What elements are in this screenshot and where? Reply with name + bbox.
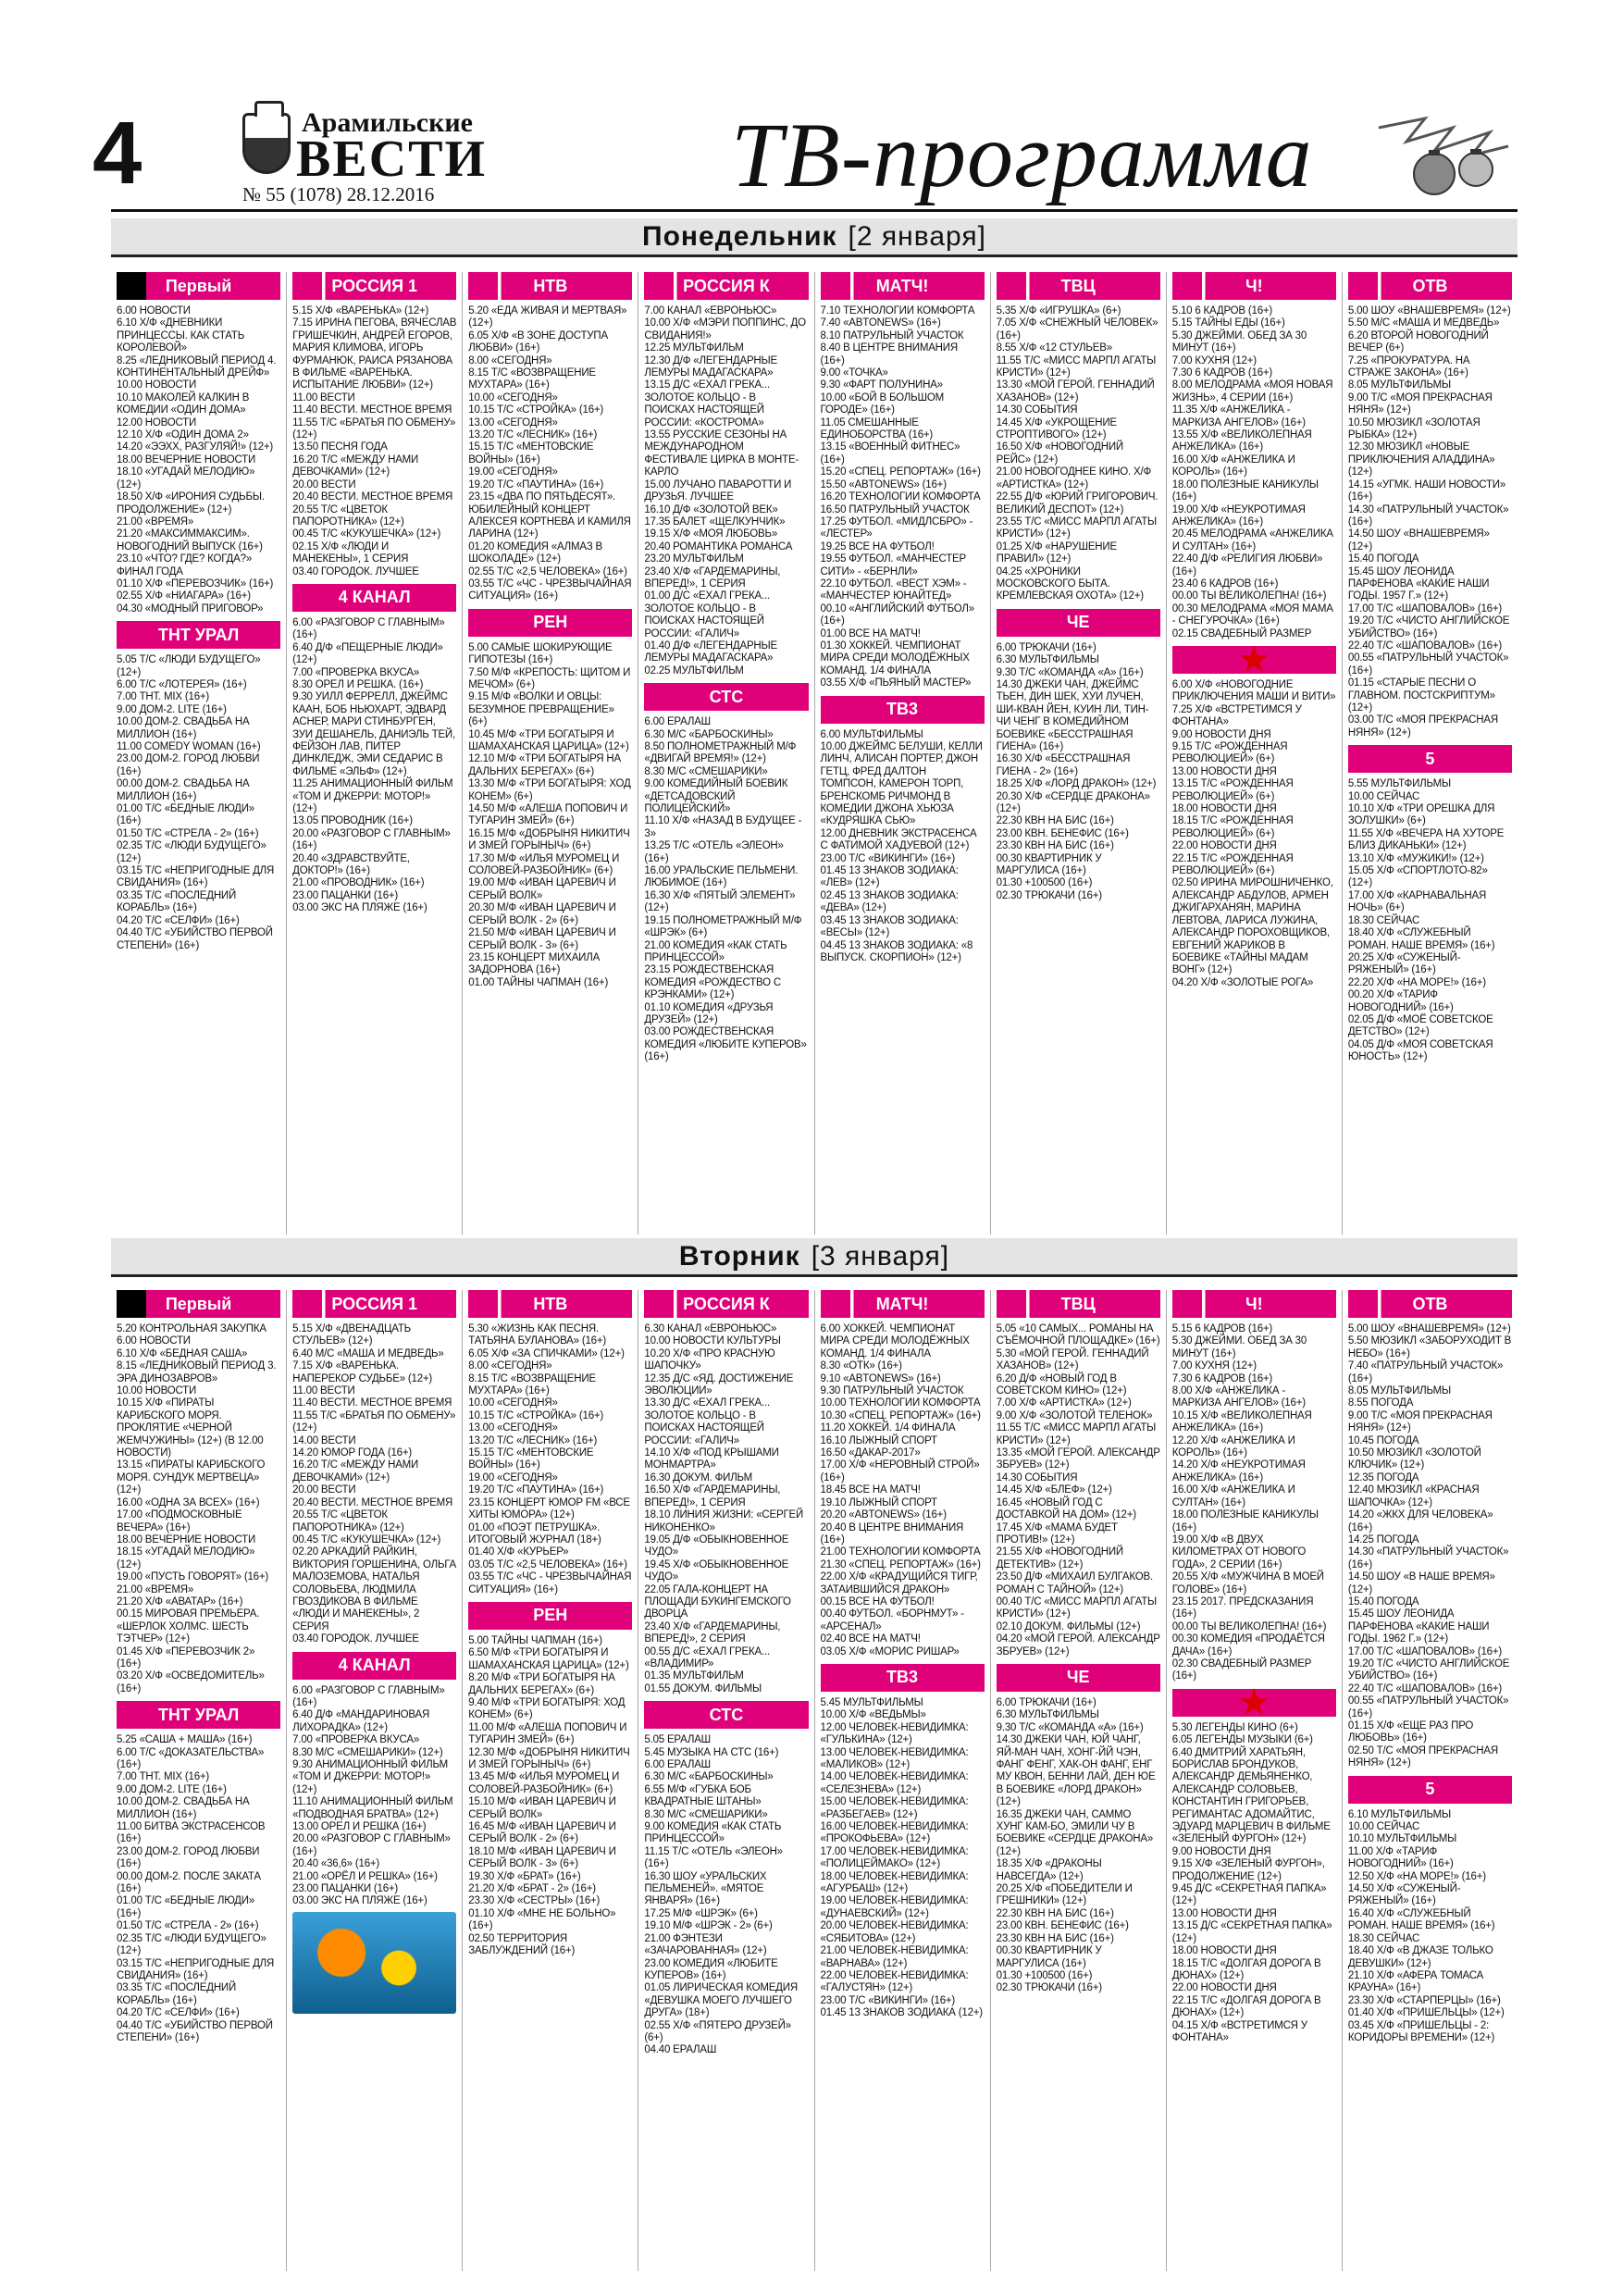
star-icon: ★: [1237, 639, 1271, 680]
program-list: 5.15 Х/Ф «ВАРЕНЬКА» (12+) 7.15 ИРИНА ПЕГОВА, ВЯЧЕСЛАВ ГРИШЕЧКИН, АНДРЕЙ ЕГОРОВ, МАРИЯ КЛИМОВА, ИГОРЬ ФУРМАНЮК, РАИСА РЯЗАНОВА В ФИЛЬМЕ «ВАРЕНЬКА. ИСПЫТАНИЕ ЛЮБВИ» (12+) 11.00 ВЕСТИ 11.40 ВЕСТИ. МЕСТНОЕ ВРЕМЯ 11.55 Т/С «БРАТЬЯ ПО ОБМЕНУ» (12+) 13.50 ПЕСНЯ ГОДА 16.20 Т/С «МЕЖДУ НАМИ ДЕВОЧКАМИ» (12+) 20.00 ВЕСТИ 20.40 ВЕСТИ. МЕСТНОЕ ВРЕМЯ 20.55 Т/С «ЦВЕТОК ПАПОРОТНИКА» (12+) 00.45 Т/С «КУКУШЕЧКА» (12+) 02.15 Х/Ф «ЛЮДИ И МАНЕКЕНЫ», 1 СЕРИЯ 03.40 ГОРОДОК. ЛУЧШЕЕ: [292, 305, 457, 577]
channel-header-tnt: ТНТ УРАЛ: [117, 1701, 280, 1729]
channel-header-perviy: Первый: [117, 272, 280, 300]
schedule-column: [1167, 272, 1343, 1235]
channel-header-che: ЧЕ: [997, 609, 1160, 637]
day-date: [3 января]: [811, 1240, 950, 1272]
program-list: 5.05 ЕРАЛАШ 5.45 МУЗЫКА НА СТС (16+) 6.00 ЕРАЛАШ 6.30 М/С «БАРБОСКИНЫ» 6.55 М/Ф «ГУБКА БОБ КВАДРАТНЫЕ ШТАНЫ» 8.30 М/С «СМЕШАРИКИ» 9.00 КОМЕДИЯ «КАК СТАТЬ ПРИНЦЕССОЙ» 11.15 Т/С «ОТЕЛЬ «ЭЛЕОН» (16+) 16.30 ШОУ «УРАЛЬСКИХ ПЕЛЬМЕНЕЙ». «МЯТОЕ ЯНВАРЯ» (16+) 17.25 М/Ф «ШРЭК» (6+) 19.10 М/Ф «ШРЭК - 2» (6+) 21.00 ФЭНТЕЗИ «ЗАЧАРОВАННАЯ» (12+) 23.00 КОМЕДИЯ «ЛЮБИТЕ КУПЕРОВ» (16+) 01.05 ЛИРИЧЕСКАЯ КОМЕДИЯ «ДЕВУШКА МОЕГО ЛУЧШЕГО ДРУГА» (18+) 02.55 Х/Ф «ПЯТЕРО ДРУЗЕЙ» (6+) 04.40 ЕРАЛАШ: [644, 1734, 798, 2056]
schedule-column: [638, 272, 814, 1235]
program-list: 6.00 ТРЮКАЧИ (16+) 6.30 МУЛЬТФИЛЬМЫ 9.30 Т/С «КОМАНДА «А» (16+) 14.30 ДЖЕКИ ЧАН, ДЖЕЙМС ТЬЕН, ДИН ШЕК, ХУИ ЛУЧЕН, ШИ-КВАН ЙЕН, КУИН ЛИ, ТИН-ЧИ ЧЕНГ В КОМЕДИЙНОМ БОЕВИКЕ «БЕССТРАШНАЯ ГИЕНА» (16+) 16.30 Х/Ф «БЕССТРАШНАЯ ГИЕНА - 2» (16+) 18.25 Х/Ф «ЛОРД ДРАКОН» (12+) 20.30 Х/Ф «СЕРДЦЕ ДРАКОНА» (12+) 22.30 КВН НА БИС (16+) 23.00 КВН. БЕНЕФИС (16+) 23.30 КВН НА БИС (16+) 00.30 КВАРТИРНИК У МАРГУЛИСА (16+) 01.30 +100500 (16+) 02.30 ТРЮКАЧИ (16+): [996, 641, 1157, 901]
channel-header-ntv: НТВ: [468, 1290, 632, 1318]
day-date: [2 января]: [848, 220, 986, 252]
channel-header-otv: ОТВ: [1348, 1290, 1512, 1318]
channel-header-otv: ОТВ: [1348, 272, 1512, 300]
schedule-column: [638, 1290, 814, 2271]
channel-header-4kanal: 4 КАНАЛ: [292, 584, 456, 612]
program-list: 5.20 «ЕДА ЖИВАЯ И МЕРТВАЯ» (12+) 6.05 Х/Ф «В ЗОНЕ ДОСТУПА ЛЮБВИ» (16+) 8.00 «СЕГОДНЯ» 8.15 Т/С «ВОЗВРАЩЕНИЕ МУХТАРА» (16+) 10.00 «СЕГОДНЯ» 10.15 Т/С «СТРОЙКА» (16+) 13.00 «СЕГОДНЯ» 13.20 Т/С «ЛЕСНИК» (16+) 15.15 Т/С «МЕНТОВСКИЕ ВОЙНЫ» (16+) 19.00 «СЕГОДНЯ» 19.20 Т/С «ПАУТИНА» (16+) 23.15 «ДВА ПО ПЯТЬДЕСЯТ». ЮБИЛЕЙНЫЙ КОНЦЕРТ АЛЕКСЕЯ КОРТНЕВА И КАМИЛЯ ЛАРИНА (12+) 01.20 КОМЕДИЯ «АЛМАЗ В ШОКОЛАДЕ» (12+) 02.55 Т/С «2,5 ЧЕЛОВЕКА» (16+) 03.55 Т/С «ЧС - ЧРЕЗВЫЧАЙНАЯ СИТУАЦИЯ» (16+): [468, 305, 632, 602]
newspaper-logo: [242, 104, 488, 188]
channel-header-rossiyak: РОССИЯ К: [644, 1290, 808, 1318]
program-list: 5.20 КОНТРОЛЬНАЯ ЗАКУПКА 6.00 НОВОСТИ 6.10 Х/Ф «БЕДНАЯ САША» 8.15 «ЛЕДНИКОВЫЙ ПЕРИОД 3. ЭРА ДИНОЗАВРОВ» 10.00 НОВОСТИ 10.15 Х/Ф «ПИРАТЫ КАРИБСКОГО МОРЯ. ПРОКЛЯТИЕ «ЧЕРНОЙ ЖЕМЧУЖИНЫ» (12+) (В 12.00 НОВОСТИ) 13.15 «ПИРАТЫ КАРИБСКОГО МОРЯ. СУНДУК МЕРТВЕЦА» (12+) 16.00 «ОДНА ЗА ВСЕХ» (16+) 17.00 «ПОДМОСКОВНЫЕ ВЕЧЕРА» (16+) 18.00 ВЕЧЕРНИЕ НОВОСТИ 18.15 «УГАДАЙ МЕЛОДИЮ» (12+) 19.00 «ПУСТЬ ГОВОРЯТ» (16+) 21.00 «ВРЕМЯ» 21.20 Х/Ф «АВАТАР» (16+) 00.15 МИРОВАЯ ПРЕМЬЕРА. «ШЕРЛОК ХОЛМС. ШЕСТЬ ТЭТЧЕР» (12+) 01.45 Х/Ф «ПЕРЕВОЗЧИК 2» (16+) 03.20 Х/Ф «ОСВЕДОМИТЕЛЬ» (16+): [117, 1323, 277, 1694]
program-list: 5.00 ТАЙНЫ ЧАПМАН (16+) 6.50 М/Ф «ТРИ БОГАТЫРЯ И ШАМАХАНСКАЯ ЦАРИЦА» (12+) 8.20 М/Ф «ТРИ БОГАТЫРЯ НА ДАЛЬНИХ БЕРЕГАХ» (6+) 9.40 М/Ф «ТРИ БОГАТЫРЯ: ХОД КОНЕМ» (6+) 11.00 М/Ф «АЛЕША ПОПОВИЧ И ТУГАРИН ЗМЕЙ» (6+) 12.30 М/Ф «ДОБРЫНЯ НИКИТИЧ И ЗМЕЙ ГОРЫНЫЧ» (6+) 13.45 М/Ф «ИЛЬЯ МУРОМЕЦ И СОЛОВЕЙ-РАЗБОЙНИК» (6+) 15.10 М/Ф «ИВАН ЦАРЕВИЧ И СЕРЫЙ ВОЛК» 16.45 М/Ф «ИВАН ЦАРЕВИЧ И СЕРЫЙ ВОЛК - 2» (6+) 18.10 М/Ф «ИВАН ЦАРЕВИЧ И СЕРЫЙ ВОЛК - 3» (6+) 19.30 Х/Ф «БРАТ» (16+) 21.20 Х/Ф «БРАТ - 2» (16+) 23.30 Х/Ф «СЕСТРЫ» (16+) 01.10 Х/Ф «МНЕ НЕ БОЛЬНО» (16+) 02.50 ТЕРРИТОРИЯ ЗАБЛУЖДЕНИЙ (16+): [468, 1634, 630, 1957]
day-bar-tuesday: [111, 1238, 1518, 1277]
star-icon: ★: [1237, 1682, 1271, 1723]
channel-header-match: МАТЧ!: [821, 272, 985, 300]
channel-header-tv3: ТВ3: [821, 1664, 985, 1692]
page-number: 4: [93, 104, 142, 203]
program-list: 5.45 МУЛЬТФИЛЬМЫ 10.00 Х/Ф «ВЕДЬМЫ» 12.00 ЧЕЛОВЕК-НЕВИДИМКА: «ГУЛЬКИНА» (12+) 13.00 ЧЕЛОВЕК-НЕВИДИМКА: «МАЛИКОВ» (12+) 14.00 ЧЕЛОВЕК-НЕВИДИМКА: «СЕЛЕЗНЕВА» (12+) 15.00 ЧЕЛОВЕК-НЕВИДИМКА: «РАЗБЕГАЕВ» (12+) 16.00 ЧЕЛОВЕК-НЕВИДИМКА: «ПРОКОФЬЕВА» (12+) 17.00 ЧЕЛОВЕК-НЕВИДИМКА: «ПОЛИЦЕЙМАКО» (12+) 18.00 ЧЕЛОВЕК-НЕВИДИМКА: «АГУРБАШ» (12+) 19.00 ЧЕЛОВЕК-НЕВИДИМКА: «ДУНАЕВСКИЙ» (12+) 20.00 ЧЕЛОВЕК-НЕВИДИМКА: «СЯБИТОВА» (12+) 21.00 ЧЕЛОВЕК-НЕВИДИМКА: «ВАРНАВА» (12+) 22.00 ЧЕЛОВЕК-НЕВИДИМКА: «ГАЛУСТЯН» (12+) 23.00 Т/С «ВИКИНГИ» (16+) 01.45 13 ЗНАКОВ ЗОДИАКА (12+): [820, 1696, 983, 2019]
schedule-column: [287, 272, 463, 1235]
channel-header-sts: СТС: [644, 1701, 808, 1729]
channel-header-tvc: ТВЦ: [997, 1290, 1160, 1318]
channel-header-zvezda: [1172, 1682, 1336, 1723]
program-list: 6.00 «РАЗГОВОР С ГЛАВНЫМ» (16+) 6.40 Д/Ф «МАНДАРИНОВАЯ ЛИХОРАДКА» (12+) 7.00 «ПРОВЕРКА ВКУСА» 8.30 М/С «СМЕШАРИКИ» (12+) 9.30 АНИМАЦИОННЫЙ ФИЛЬМ «ТОМ И ДЖЕРРИ: МОТОР!» (12+) 11.10 АНИМАЦИОННЫЙ ФИЛЬМ «ПОДВОДНАЯ БРАТВА» (12+) 13.00 ОРЕЛ И РЕШКА (16+) 20.00 «РАЗГОВОР С ГЛАВНЫМ» (16+) 20.40 «36,6» (16+) 21.00 «ОРЁЛ И РЕШКА» (16+) 23.00 ПАЦАНКИ (16+) 03.00 ЭКС НА ПЛЯЖЕ (16+): [292, 1684, 453, 1907]
program-list: 6.00 ХОККЕЙ. ЧЕМПИОНАТ МИРА СРЕДИ МОЛОДЁЖНЫХ КОМАНД. 1/4 ФИНАЛА 8.30 «ОТК» (16+) 9.10 «ABTONEWS» (16+) 9.30 ПАТРУЛЬНЫЙ УЧАСТОК 10.00 ТЕХНОЛОГИИ КОМФОРТА 10.30 «СПЕЦ. РЕПОРТАЖ» (16+) 11.20 ХОККЕЙ. 1/4 ФИНАЛА 16.10 ЛЫЖНЫЙ СПОРТ 16.50 «ДАКАР-2017» 17.00 Х/Ф «НЕРОВНЫЙ СТРОЙ» (16+) 18.45 ВСЕ НА МАТЧ! 19.10 ЛЫЖНЫЙ СПОРТ 20.20 «ABTONEWS» (16+) 20.40 В ЦЕНТРЕ ВНИМАНИЯ (16+) 21.00 ТЕХНОЛОГИИ КОМФОРТА 21.30 «СПЕЦ. РЕПОРТАЖ» (16+) 22.00 Х/Ф «КРАДУЩИЙСЯ ТИГР, ЗАТАИВШИЙСЯ ДРАКОН» 00.15 ВСЕ НА ФУТБОЛ! 00.40 ФУТБОЛ. «БОРНМУТ» - «АРСЕНАЛ» 02.40 ВСЕ НА МАТЧ! 03.05 Х/Ф «МОРИС РИШАР»: [820, 1323, 981, 1657]
program-list: 5.15 Х/Ф «ДВЕНАДЦАТЬ СТУЛЬЕВ» (12+) 6.40 М/С «МАША И МЕДВЕДЬ» 7.15 Х/Ф «ВАРЕНЬКА. НАПЕРЕКОР СУДЬБЕ» (12+) 11.00 ВЕСТИ 11.40 ВЕСТИ. МЕСТНОЕ ВРЕМЯ 11.55 Т/С «БРАТЬЯ ПО ОБМЕНУ» (12+) 14.00 ВЕСТИ 14.20 ЮМОР ГОДА (16+) 16.20 Т/С «МЕЖДУ НАМИ ДЕВОЧКАМИ» (12+) 20.00 ВЕСТИ 20.40 ВЕСТИ. МЕСТНОЕ ВРЕМЯ 20.55 Т/С «ЦВЕТОК ПАПОРОТНИКА» (12+) 00.45 Т/С «КУКУШЕЧКА» (12+) 02.20 АРКАДИЙ РАЙКИН, ВИКТОРИЯ ГОРШЕНИНА, ОЛЬГА МАЛОЗЕМОВА, НАТАЛЬЯ СОЛОВЬЕВА, ЛЮДМИЛА ГВОЗДИКОВА В ФИЛЬМЕ «ЛЮДИ И МАНЕКЕНЫ», 2 СЕРИЯ 03.40 ГОРОДОК. ЛУЧШЕЕ: [292, 1323, 457, 1645]
program-list: 5.10 6 КАДРОВ (16+) 5.15 ТАЙНЫ ЕДЫ (16+) 5.30 ДЖЕЙМИ. ОБЕД ЗА 30 МИНУТ (16+) 7.00 КУХНЯ (12+) 7.30 6 КАДРОВ (16+) 8.00 МЕЛОДРАМА «МОЯ НОВАЯ ЖИЗНЬ», 4 СЕРИИ (16+) 11.35 Х/Ф «АНЖЕЛИКА - МАРКИЗА АНГЕЛОВ» (16+) 13.55 Х/Ф «ВЕЛИКОЛЕПНАЯ АНЖЕЛИКА» (16+) 16.00 Х/Ф «АНЖЕЛИКА И КОРОЛЬ» (16+) 18.00 ПОЛЕЗНЫЕ КАНИКУЛЫ (16+) 19.00 Х/Ф «НЕУКРОТИМАЯ АНЖЕЛИКА» (16+) 20.45 МЕЛОДРАМА «АНЖЕЛИКА И СУЛТАН» (16+) 22.40 Д/Ф «РЕЛИГИЯ ЛЮБВИ» (16+) 23.40 6 КАДРОВ (16+) 00.00 ТЫ ВЕЛИКОЛЕПНА! (16+) 00.30 МЕЛОДРАМА «МОЯ МАМА - СНЕГУРОЧКА» (16+) 02.15 СВАДЕБНЫЙ РАЗМЕР: [1171, 305, 1333, 639]
schedule-column: [1343, 272, 1518, 1235]
program-list: 6.00 Х/Ф «НОВОГОДНИЕ ПРИКЛЮЧЕНИЯ МАШИ И ВИТИ» 7.25 Х/Ф «ВСТРЕТИМСЯ У ФОНТАНА» 9.00 НОВОСТИ ДНЯ 9.15 Т/С «РОЖДЕННАЯ РЕВОЛЮЦИЕЙ» (6+) 13.00 НОВОСТИ ДНЯ 13.15 Т/С «РОЖДЕННАЯ РЕВОЛЮЦИЕЙ» (6+) 18.00 НОВОСТИ ДНЯ 18.15 Т/С «РОЖДЕННАЯ РЕВОЛЮЦИЕЙ» (6+) 22.00 НОВОСТИ ДНЯ 22.15 Т/С «РОЖДЕННАЯ РЕВОЛЮЦИЕЙ» (6+) 02.50 ИРИНА МИРОШНИЧЕНКО, АЛЕКСАНДР АБДУЛОВ, АРМЕН ДЖИГАРХАНЯН, МАРИНА ЛЕВТОВА, ЛАРИСА ЛУЖИНА, АЛЕКСАНДР ПОРОХОВЩИКОВ, ЕВГЕНИЙ ЖАРИКОВ В БОЕВИКЕ «ТАЙНЫ МАДАМ ВОНГ» (12+) 04.20 Х/Ф «ЗОЛОТЫЕ РОГА»: [1171, 678, 1336, 988]
program-list: 5.05 «10 САМЫХ... РОМАНЫ НА СЪЁМОЧНОЙ ПЛОЩАДКЕ» (16+) 5.30 «МОЙ ГЕРОЙ. ГЕННАДИЙ ХАЗАНОВ» (12+) 6.20 Д/Ф «НОВЫЙ ГОД В СОВЕТСКОМ КИНО» (12+) 7.00 Х/Ф «АРТИСТКА» (12+) 9.00 Х/Ф «ЗОЛОТОЙ ТЕЛЕНОК» 11.55 Т/С «МИСС МАРПЛ АГАТЫ КРИСТИ» (12+) 13.35 «МОЙ ГЕРОЙ. АЛЕКСАНДР ЗБРУЕВ» (12+) 14.30 СОБЫТИЯ 14.45 Х/Ф «БЛЕФ» (12+) 16.45 «НОВЫЙ ГОД С ДОСТАВКОЙ НА ДОМ» (12+) 17.45 Х/Ф «МАМА БУДЕТ ПРОТИВ!» (12+) 21.55 Х/Ф «НОВОГОДНИЙ ДЕТЕКТИВ» (12+) 23.50 Д/Ф «МИХАИЛ БУЛГАКОВ. РОМАН С ТАЙНОЙ» (12+) 00.40 Т/С «МИСС МАРПЛ АГАТЫ КРИСТИ» (12+) 02.10 ДОКУМ. ФИЛЬМЫ (12+) 04.20 «МОЙ ГЕРОЙ. АЛЕКСАНДР ЗБРУЕВ» (12+): [996, 1323, 1160, 1657]
program-list: 6.00 «РАЗГОВОР С ГЛАВНЫМ» (16+) 6.40 Д/Ф «ПЕЩЕРНЫЕ ЛЮДИ» (12+) 7.00 «ПРОВЕРКА ВКУСА» 8.30 ОРЕЛ И РЕШКА. (16+) 9.30 УИЛЛ ФЕРРЕЛЛ, ДЖЕЙМС КААН, БОБ НЬЮХАРТ, ЭДВАРД АСНЕР, МАРИ СТИНБУРГЕН, ЗУИ ДЕШАНЕЛЬ, ДАНИЭЛЬ ТЕЙ, ФЕЙЗОН ЛАВ, ПИТЕР ДИНКЛЕДЖ, ЭМИ СЕДАРИС В ФИЛЬМЕ «ЭЛЬФ» (12+) 11.25 АНИМАЦИОННЫЙ ФИЛЬМ «ТОМ И ДЖЕРРИ: МОТОР!» (12+) 13.05 ПРОВОДНИК (16+) 20.00 «РАЗГОВОР С ГЛАВНЫМ» (16+) 20.40 «ЗДРАВСТВУЙТЕ, ДОКТОР!» (16+) 21.00 «ПРОВОДНИК» (16+) 23.00 ПАЦАНКИ (16+) 03.00 ЭКС НА ПЛЯЖЕ (16+): [292, 616, 455, 914]
schedule-column: [815, 1290, 991, 2271]
day-title: Понедельник: [642, 220, 837, 252]
channel-header-ch: Ч!: [1172, 272, 1336, 300]
header-rule: [111, 209, 1518, 212]
program-list: 5.30 ЛЕГЕНДЫ КИНО (6+) 6.05 ЛЕГЕНДЫ МУЗЫКИ (6+) 6.40 ДМИТРИЙ ХАРАТЬЯН, БОРИСЛАВ БРОНДУКОВ, АЛЕКСАНДР ДЕМЬЯНЕНКО, АЛЕКСАНДР СОЛОВЬЕВ, КОНСТАНТИН ГРИГОРЬЕВ, РЕГИМАНТАС АДОМАЙТИС, ЭДУАРД МАРЦЕВИЧ В ФИЛЬМЕ «ЗЕЛЕНЫЙ ФУРГОН» (12+) 9.00 НОВОСТИ ДНЯ 9.15 Х/Ф «ЗЕЛЕНЫЙ ФУРГОН», ПРОДОЛЖЕНИЕ (12+) 9.45 Д/С «СЕКРЕТНАЯ ПАПКА» (12+) 13.00 НОВОСТИ ДНЯ 13.15 Д/С «СЕКРЕТНАЯ ПАПКА» (12+) 18.00 НОВОСТИ ДНЯ 18.15 Т/С «ДОЛГАЯ ДОРОГА В ДЮНАХ» (12+) 22.00 НОВОСТИ ДНЯ 22.15 Т/С «ДОЛГАЯ ДОРОГА В ДЮНАХ» (12+) 04.15 Х/Ф «ВСТРЕТИМСЯ У ФОНТАНА»: [1171, 1721, 1332, 2043]
channel-header-rossiya1: РОССИЯ 1: [292, 1290, 456, 1318]
channel-header-ren: РЕН: [468, 1602, 632, 1630]
tuesday-grid: [111, 1290, 1518, 2271]
channel-header-4kanal: 4 КАНАЛ: [292, 1652, 456, 1680]
channel-header-perviy: Первый: [117, 1290, 280, 1318]
schedule-column: [111, 1290, 287, 2271]
page-title: ТВ-программа: [731, 104, 1313, 206]
logo-main-text: ВЕСТИ: [296, 130, 488, 188]
program-list: 6.00 ЕРАЛАШ 6.30 М/С «БАРБОСКИНЫ» 8.50 ПОЛНОМЕТРАЖНЫЙ М/Ф «ДВИГАЙ ВРЕМЯ!» (12+) 8.30 М/С «СМЕШАРИКИ» 9.00 КОМЕДИЙНЫЙ БОЕВИК «ДЕТСАДОВСКИЙ ПОЛИЦЕЙСКИЙ» 11.10 Х/Ф «НАЗАД В БУДУЩЕЕ - 3» 13.25 Т/С «ОТЕЛЬ «ЭЛЕОН» (16+) 16.00 УРАЛЬСКИЕ ПЕЛЬМЕНИ. ЛЮБИМОЕ (16+) 16.30 Х/Ф «ПЯТЫЙ ЭЛЕМЕНТ» (12+) 19.15 ПОЛНОМЕТРАЖНЫЙ М/Ф «ШРЭК» (6+) 21.00 КОМЕДИЯ «КАК СТАТЬ ПРИНЦЕССОЙ» 23.15 РОЖДЕСТВЕНСКАЯ КОМЕДИЯ «РОЖДЕСТВО С КРЭНКАМИ» (12+) 01.10 КОМЕДИЯ «ДРУЗЬЯ ДРУЗЕЙ» (12+) 03.00 РОЖДЕСТВЕНСКАЯ КОМЕДИЯ «ЛЮБИТЕ КУПЕРОВ» (16+): [644, 716, 807, 1063]
schedule-column: [1343, 1290, 1518, 2271]
channel-header-sts: СТС: [644, 683, 808, 711]
program-list: 5.15 6 КАДРОВ (16+) 5.30 ДЖЕЙМИ. ОБЕД ЗА 30 МИНУТ (16+) 7.00 КУХНЯ (12+) 7.30 6 КАДРОВ (16+) 8.00 Х/Ф «АНЖЕЛИКА - МАРКИЗА АНГЕЛОВ» (16+) 10.15 Х/Ф «ВЕЛИКОЛЕПНАЯ АНЖЕЛИКА» (16+) 12.20 Х/Ф «АНЖЕЛИКА И КОРОЛЬ» (16+) 14.20 Х/Ф «НЕУКРОТИМАЯ АНЖЕЛИКА» (16+) 16.00 Х/Ф «АНЖЕЛИКА И СУЛТАН» (16+) 18.00 ПОЛЕЗНЫЕ КАНИКУЛЫ (16+) 19.00 Х/Ф «В ДВУХ КИЛОМЕТРАХ ОТ НОВОГО ГОДА», 2 СЕРИИ (16+) 20.55 Х/Ф «МУЖЧИНА В МОЕЙ ГОЛОВЕ» (16+) 23.15 2017. ПРЕДСКАЗАНИЯ (16+) 00.00 ТЫ ВЕЛИКОЛЕПНА! (16+) 00.30 КОМЕДИЯ «ПРОДАЁТСЯ ДАЧА» (16+) 02.30 СВАДЕБНЫЙ РАЗМЕР (16+): [1171, 1323, 1327, 1682]
channel-header-che: ЧЕ: [997, 1664, 1160, 1692]
program-list: 5.25 «САША + МАША» (16+) 6.00 Т/С «ДОКАЗАТЕЛЬСТВА» (16+) 7.00 ТНТ. MIX (16+) 9.00 ДОМ-2. LITE (16+) 10.00 ДОМ-2. СВАДЬБА НА МИЛЛИОН (16+) 11.00 БИТВА ЭКСТРАСЕНСОВ (16+) 23.00 ДОМ-2. ГОРОД ЛЮБВИ (16+) 00.00 ДОМ-2. ПОСЛЕ ЗАКАТА (16+) 01.00 Т/С «БЕДНЫЕ ЛЮДИ» (16+) 01.50 Т/С «СТРЕЛА - 2» (16+) 02.35 Т/С «ЛЮДИ БУДУЩЕГО» (12+) 03.15 Т/С «НЕПРИГОДНЫЕ ДЛЯ СВИДАНИЯ» (16+) 03.35 Т/С «ПОСЛЕДНИЙ КОРАБЛЬ» (16+) 04.20 Т/С «СЕЛФИ» (16+) 04.40 Т/С «УБИЙСТВО ПЕРВОЙ СТЕПЕНИ» (16+): [117, 1734, 275, 2043]
cartoon-image: [292, 1912, 456, 2014]
channel-header-tv3: ТВ3: [821, 696, 985, 724]
crest-icon: [242, 113, 291, 174]
program-list: 5.55 МУЛЬТФИЛЬМЫ 10.00 СЕЙЧАС 10.10 Х/Ф «ТРИ ОРЕШКА ДЛЯ ЗОЛУШКИ» (6+) 11.55 Х/Ф «ВЕЧЕРА НА ХУТОРЕ БЛИЗ ДИКАНЬКИ» (12+) 13.10 Х/Ф «МУЖИКИ!» (12+) 15.05 Х/Ф «СПОРТЛОТО-82» (12+) 17.00 Х/Ф «КАРНАВАЛЬНАЯ НОЧЬ» (6+) 18.30 СЕЙЧАС 18.40 Х/Ф «СЛУЖЕБНЫЙ РОМАН. НАШЕ ВРЕМЯ» (16+) 20.25 Х/Ф «СУЖЕНЫЙ-РЯЖЕНЫЙ» (16+) 22.20 Х/Ф «НА МОРЕ!» (16+) 00.20 Х/Ф «ТАРИФ НОВОГОДНИЙ» (16+) 02.05 Д/Ф «МОЁ СОВЕТСКОЕ ДЕТСТВО» (12+) 04.05 Д/Ф «МОЯ СОВЕТСКАЯ ЮНОСТЬ» (12+): [1347, 778, 1505, 1063]
program-list: 7.00 КАНАЛ «ЕВРОНЬЮС» 10.00 Х/Ф «МЭРИ ПОППИНС, ДО СВИДАНИЯ!» 12.25 МУЛЬТФИЛЬМ 12.30 Д/Ф «ЛЕГЕНДАРНЫЕ ЛЕМУРЫ МАДАГАСКАРА» 13.15 Д/С «ЕХАЛ ГРЕКА... ЗОЛОТОЕ КОЛЬЦО - В ПОИСКАХ НАСТОЯЩЕЙ РОССИИ: «КОСТРОМА» 13.55 РУССКИЕ СЕЗОНЫ НА МЕЖДУНАРОДНОМ ФЕСТИВАЛЕ ЦИРКА В МОНТЕ-КАРЛО 15.00 ЛУЧАНО ПАВАРОТТИ И ДРУЗЬЯ. ЛУЧШЕЕ 16.10 Д/Ф «ЗОЛОТОЙ ВЕК» 17.35 БАЛЕТ «ЩЕЛКУНЧИК» 19.15 Х/Ф «МОЯ ЛЮБОВЬ» 20.40 РОМАНТИКА РОМАНСА 23.20 МУЛЬТФИЛЬМ 23.40 Х/Ф «ГАРДЕМАРИНЫ, ВПЕРЕД!», 1 СЕРИЯ 01.00 Д/С «ЕХАЛ ГРЕКА... ЗОЛОТОЕ КОЛЬЦО - В ПОИСКАХ НАСТОЯЩЕЙ РОССИИ: «ГАЛИЧ» 01.40 Д/Ф «ЛЕГЕНДАРНЫЕ ЛЕМУРЫ МАДАГАСКАРА» 02.25 МУЛЬТФИЛЬМ: [644, 305, 806, 676]
day-bar-monday: [111, 218, 1518, 257]
program-list: 5.30 «ЖИЗНЬ КАК ПЕСНЯ. ТАТЬЯНА БУЛАНОВА» (16+) 6.05 Х/Ф «ЗА СПИЧКАМИ» (12+) 8.00 «СЕГОДНЯ» 8.15 Т/С «ВОЗВРАЩЕНИЕ МУХТАРА» (16+) 10.00 «СЕГОДНЯ» 10.15 Т/С «СТРОЙКА» (16+) 13.00 «СЕГОДНЯ» 13.20 Т/С «ЛЕСНИК» (16+) 15.15 Т/С «МЕНТОВСКИЕ ВОЙНЫ» (16+) 19.00 «СЕГОДНЯ» 19.20 Т/С «ПАУТИНА» (16+) 23.15 КОНЦЕРТ ЮМОР FM «ВСЕ ХИТЫ ЮМОРА» (12+) 01.00 «ПОЭТ ПЕТРУШКА». ИТОГОВЫЙ ЖУРНАЛ (18+) 01.40 Х/Ф «КУРЬЕР» 03.05 Т/С «2,5 ЧЕЛОВЕКА» (16+) 03.55 Т/С «ЧС - ЧРЕЗВЫЧАЙНАЯ СИТУАЦИЯ» (16+): [468, 1323, 632, 1595]
channel-header-zvezda: [1172, 639, 1336, 680]
schedule-column: [287, 1290, 463, 2271]
program-list: 5.00 ШОУ «ВНАШЕВРЕМЯ» (12+) 5.50 М/С «МАША И МЕДВЕДЬ» 6.20 ВТОРОЙ НОВОГОДНИЙ ВЕЧЕР (6+) 7.25 «ПРОКУРАТУРА. НА СТРАЖЕ ЗАКОНА» (16+) 8.05 МУЛЬТФИЛЬМЫ 9.00 Т/С «МОЯ ПРЕКРАСНАЯ НЯНЯ» (12+) 10.50 МЮЗИКЛ «ЗОЛОТАЯ РЫБКА» (12+) 12.30 МЮЗИКЛ «НОВЫЕ ПРИКЛЮЧЕНИЯ АЛАДДИНА» (12+) 14.15 «УГМК. НАШИ НОВОСТИ» (16+) 14.30 «ПАТРУЛЬНЫЙ УЧАСТОК» (16+) 14.50 ШОУ «ВНАШЕВРЕМЯ» (12+) 15.40 ПОГОДА 15.45 ШОУ ЛЕОНИДА ПАРФЕНОВА «КАКИЕ НАШИ ГОДЫ. 1957 Г.» (12+) 17.00 Т/С «ШАПОВАЛОВ» (16+) 19.20 Т/С «ЧИСТО АНГЛИЙСКОЕ УБИЙСТВО» (16+) 22.40 Т/С «ШАПОВАЛОВ» (16+) 00.55 «ПАТРУЛЬНЫЙ УЧАСТОК» (16+) 01.15 «СТАРЫЕ ПЕСНИ О ГЛАВНОМ. ПОСТСКРИПТУМ» (12+) 03.00 Т/С «МОЯ ПРЕКРАСНАЯ НЯНЯ» (12+): [1347, 305, 1511, 738]
channel-header-5: 5: [1348, 745, 1512, 773]
monday-grid: [111, 272, 1518, 1235]
channel-header-rossiya1: РОССИЯ 1: [292, 272, 456, 300]
program-list: 6.10 МУЛЬТФИЛЬМЫ 10.00 СЕЙЧАС 10.10 МУЛЬТФИЛЬМЫ 11.00 Х/Ф «ТАРИФ НОВОГОДНИЙ» (16+) 12.50 Х/Ф «НА МОРЕ!» (16+) 14.50 Х/Ф «СУЖЕНЫЙ-РЯЖЕНЫЙ» (16+) 16.40 Х/Ф «СЛУЖЕБНЫЙ РОМАН. НАШЕ ВРЕМЯ» (16+) 18.30 СЕЙЧАС 18.40 Х/Ф «В ДЖАЗЕ ТОЛЬКО ДЕВУШКИ» (12+) 21.10 Х/Ф «АФЕРА ТОМАСА КРАУНА» (16+) 23.30 Х/Ф «СТАРПЕРЦЫ» (16+) 01.40 Х/Ф «ПРИШЕЛЬЦЫ» (12+) 03.45 Х/Ф «ПРИШЕЛЬЦЫ - 2: КОРИДОРЫ ВРЕМЕНИ» (12+): [1347, 1808, 1505, 2043]
channel-header-ntv: НТВ: [468, 272, 632, 300]
channel-header-ch: Ч!: [1172, 1290, 1336, 1318]
channel-header-tnt: ТНТ УРАЛ: [117, 621, 280, 649]
schedule-column: [991, 272, 1167, 1235]
schedule-column: [991, 1290, 1167, 2271]
program-list: 6.30 КАНАЛ «ЕВРОНЬЮС» 10.00 НОВОСТИ КУЛЬТУРЫ 10.20 Х/Ф «ПРО КРАСНУЮ ШАПОЧКУ» 12.35 Д/С «ЯД. ДОСТИЖЕНИЕ ЭВОЛЮЦИИ» 13.30 Д/С «ЕХАЛ ГРЕКА... ЗОЛОТОЕ КОЛЬЦО - В ПОИСКАХ НАСТОЯЩЕЙ РОССИИ: «ГАЛИЧ» 14.10 Х/Ф «ПОД КРЫШАМИ МОНМАРТРА» 16.30 ДОКУМ. ФИЛЬМ 16.50 Х/Ф «ГАРДЕМАРИНЫ, ВПЕРЕД!», 1 СЕРИЯ 18.10 ЛИНИЯ ЖИЗНИ: «СЕРГЕЙ НИКОНЕНКО» 19.05 Д/Ф «ОБЫКНОВЕННОЕ ЧУДО» 19.45 Х/Ф «ОБЫКНОВЕННОЕ ЧУДО» 22.05 ГАЛА-КОНЦЕРТ НА ПЛОЩАДИ БУКИНГЕМСКОГО ДВОРЦА 23.40 Х/Ф «ГАРДЕМАРИНЫ, ВПЕРЕД!», 2 СЕРИЯ 00.55 Д/С «ЕХАЛ ГРЕКА... «ВЛАДИМИР» 01.35 МУЛЬТФИЛЬМ 01.55 ДОКУМ. ФИЛЬМЫ: [644, 1323, 804, 1694]
schedule-column: [463, 272, 638, 1235]
program-list: 5.05 Т/С «ЛЮДИ БУДУЩЕГО» (12+) 6.00 Т/С «ЛОТЕРЕЯ» (16+) 7.00 ТНТ. MIX (16+) 9.00 ДОМ-2. LITE (16+) 10.00 ДОМ-2. СВАДЬБА НА МИЛЛИОН (16+) 11.00 COMEDY WOMAN (16+) 23.00 ДОМ-2. ГОРОД ЛЮБВИ (16+) 00.00 ДОМ-2. СВАДЬБА НА МИЛЛИОН (16+) 01.00 Т/С «БЕДНЫЕ ЛЮДИ» (16+) 01.50 Т/С «СТРЕЛА - 2» (16+) 02.35 Т/С «ЛЮДИ БУДУЩЕГО» (12+) 03.15 Т/С «НЕПРИГОДНЫЕ ДЛЯ СВИДАНИЯ» (16+) 03.35 Т/С «ПОСЛЕДНИЙ КОРАБЛЬ» (16+) 04.20 Т/С «СЕЛФИ» (16+) 04.40 Т/С «УБИЙСТВО ПЕРВОЙ СТЕПЕНИ» (16+): [117, 654, 275, 951]
channel-header-tvc: ТВЦ: [997, 272, 1160, 300]
program-list: 7.10 ТЕХНОЛОГИИ КОМФОРТА 7.40 «ABTONEWS» (16+) 8.10 ПАТРУЛЬНЫЙ УЧАСТОК 8.40 В ЦЕНТРЕ ВНИМАНИЯ (16+) 9.00 «ТОЧКА» 9.30 «ФАРТ ПОЛУНИНА» 10.00 «БОЙ В БОЛЬШОМ ГОРОДЕ» (16+) 11.05 СМЕШАННЫЕ ЕДИНОБОРСТВА (16+) 13.15 «ВОЕННЫЙ ФИТНЕС» (16+) 15.20 «СПЕЦ. РЕПОРТАЖ» (16+) 15.50 «ABTONEWS» (16+) 16.20 ТЕХНОЛОГИИ КОМФОРТА 16.50 ПАТРУЛЬНЫЙ УЧАСТОК 17.25 ФУТБОЛ. «МИДЛСБРО» - «ЛЕСТЕР» 19.25 ВСЕ НА ФУТБОЛ! 19.55 ФУТБОЛ. «МАНЧЕСТЕР СИТИ» - «БЕРНЛИ» 22.10 ФУТБОЛ. «ВЕСТ ХЭМ» - «МАНЧЕСТЕР ЮНАЙТЕД» 00.10 «АНГЛИЙСКИЙ ФУТБОЛ» (16+) 01.00 ВСЕ НА МАТЧ! 01.30 ХОККЕЙ. ЧЕМПИОНАТ МИРА СРЕДИ МОЛОДЁЖНЫХ КОМАНД. 1/4 ФИНАЛА 03.55 Х/Ф «ПЬЯНЫЙ МАСТЕР»: [820, 305, 981, 689]
logo-top-text: Арамильские: [302, 107, 473, 138]
program-list: 5.00 ШОУ «ВНАШЕВРЕМЯ» (12+) 5.50 МЮЗИКЛ «ЗАБОРУХОДИТ В НЕБО» (16+) 7.40 «ПАТРУЛЬНЫЙ УЧАСТОК» (16+) 8.05 МУЛЬТФИЛЬМЫ 8.55 ПОГОДА 9.00 Т/С «МОЯ ПРЕКРАСНАЯ НЯНЯ» (12+) 10.45 ПОГОДА 10.50 МЮЗИКЛ «ЗОЛОТОЙ КЛЮЧИК» (12+) 12.35 ПОГОДА 12.40 МЮЗИКЛ «КРАСНАЯ ШАПОЧКА» (12+) 14.20 «ЖКХ ДЛЯ ЧЕЛОВЕКА» (16+) 14.25 ПОГОДА 14.30 «ПАТРУЛЬНЫЙ УЧАСТОК» (16+) 14.50 ШОУ «В НАШЕ ВРЕМЯ» (12+) 15.40 ПОГОДА 15.45 ШОУ ЛЕОНИДА ПАРФЕНОВА «КАКИЕ НАШИ ГОДЫ. 1962 Г.» (12+) 17.00 Т/С «ШАПОВАЛОВ» (16+) 19.20 Т/С «ЧИСТО АНГЛИЙСКОЕ УБИЙСТВО» (16+) 22.40 Т/С «ШАПОВАЛОВ» (16+) 00.55 «ПАТРУЛЬНЫЙ УЧАСТОК» (16+) 01.15 Х/Ф «ЕЩЕ РАЗ ПРО ЛЮБОВЬ» (16+) 02.50 Т/С «МОЯ ПРЕКРАСНАЯ НЯНЯ» (12+): [1347, 1323, 1512, 1769]
channel-header-ren: РЕН: [468, 609, 632, 637]
christmas-ornament-icon: [1369, 100, 1518, 211]
schedule-column: [815, 272, 991, 1235]
channel-header-match: МАТЧ!: [821, 1290, 985, 1318]
issue-info: № 55 (1078) 28.12.2016: [242, 183, 435, 205]
schedule-column: [1167, 1290, 1343, 2271]
program-list: 5.35 Х/Ф «ИГРУШКА» (6+) 7.05 Х/Ф «СНЕЖНЫЙ ЧЕЛОВЕК» (16+) 8.55 Х/Ф «12 СТУЛЬЕВ» 11.55 Т/С «МИСС МАРПЛ АГАТЫ КРИСТИ» (12+) 13.30 «МОЙ ГЕРОЙ. ГЕННАДИЙ ХАЗАНОВ» (12+) 14.30 СОБЫТИЯ 14.45 Х/Ф «УКРОЩЕНИЕ СТРОПТИВОГО» (12+) 16.50 Х/Ф «НОВОГОДНИЙ РЕЙС» (12+) 21.00 НОВОГОДНЕЕ КИНО. Х/Ф «АРТИСТКА» (12+) 22.55 Д/Ф «ЮРИЙ ГРИГОРОВИЧ. ВЕЛИКИЙ ДЕСПОТ» (12+) 23.55 Т/С «МИСС МАРПЛ АГАТЫ КРИСТИ» (12+) 01.25 Х/Ф «НАРУШЕНИЕ ПРАВИЛ» (12+) 04.25 «ХРОНИКИ МОСКОВСКОГО БЫТА. КРЕМЛЕВСКАЯ ОХОТА» (12+): [996, 305, 1158, 602]
channel-header-5: 5: [1348, 1776, 1512, 1804]
program-list: 6.00 НОВОСТИ 6.10 Х/Ф «ДНЕВНИКИ ПРИНЦЕССЫ. КАК СТАТЬ КОРОЛЕВОЙ» 8.25 «ЛЕДНИКОВЫЙ ПЕРИОД 4. КОНТИНЕНТАЛЬНЫЙ ДРЕЙФ» 10.00 НОВОСТИ 10.10 МАКОЛЕЙ КАЛКИН В КОМЕДИИ «ОДИН ДОМА» 12.00 НОВОСТИ 12.10 Х/Ф «ОДИН ДОМА 2» 14.20 «ЭЭХХ, РАЗГУЛЯЙ!» (12+) 18.00 ВЕЧЕРНИЕ НОВОСТИ 18.10 «УГАДАЙ МЕЛОДИЮ» (12+) 18.50 Х/Ф «ИРОНИЯ СУДЬБЫ. ПРОДОЛЖЕНИЕ» (12+) 21.00 «ВРЕМЯ» 21.20 «МАКСИММАКСИМ». НОВОГОДНИЙ ВЫПУСК (16+) 23.10 «ЧТО? ГДЕ? КОГДА?» ФИНАЛ ГОДА 01.10 Х/Ф «ПЕРЕВОЗЧИК» (16+) 02.55 Х/Ф «НИАГАРА» (16+) 04.30 «МОДНЫЙ ПРИГОВОР»: [117, 305, 277, 614]
program-list: 5.00 САМЫЕ ШОКИРУЮЩИЕ ГИПОТЕЗЫ (16+) 7.50 М/Ф «КРЕПОСТЬ: ЩИТОМ И МЕЧОМ» (6+) 9.15 М/Ф «ВОЛКИ И ОВЦЫ: БЕЗУМНОЕ ПРЕВРАЩЕНИЕ» (6+) 10.45 М/Ф «ТРИ БОГАТЫРЯ И ШАМАХАНСКАЯ ЦАРИЦА» (12+) 12.10 М/Ф «ТРИ БОГАТЫРЯ НА ДАЛЬНИХ БЕРЕГАХ» (6+) 13.30 М/Ф «ТРИ БОГАТЫРЯ: ХОД КОНЕМ» (6+) 14.50 М/Ф «АЛЕША ПОПОВИЧ И ТУГАРИН ЗМЕЙ» (6+) 16.15 М/Ф «ДОБРЫНЯ НИКИТИЧ И ЗМЕЙ ГОРЫНЫЧ» (6+) 17.30 М/Ф «ИЛЬЯ МУРОМЕЦ И СОЛОВЕЙ-РАЗБОЙНИК» (6+) 19.00 М/Ф «ИВАН ЦАРЕВИЧ И СЕРЫЙ ВОЛК» 20.30 М/Ф «ИВАН ЦАРЕВИЧ И СЕРЫЙ ВОЛК - 2» (6+) 21.50 М/Ф «ИВАН ЦАРЕВИЧ И СЕРЫЙ ВОЛК - 3» (6+) 23.15 КОНЦЕРТ МИХАИЛА ЗАДОРНОВА (16+) 01.00 ТАЙНЫ ЧАПМАН (16+): [468, 641, 631, 988]
program-list: 6.00 ТРЮКАЧИ (16+) 6.30 МУЛЬТФИЛЬМЫ 9.30 Т/С «КОМАНДА «А» (16+) 14.30 ДЖЕКИ ЧАН, ЮЙ ЧАНГ, ЯЙ-МАН ЧАН, ХОНГ-ЙЙ ЧЭН, ФАНГ ФЕНГ, ХАК-ОН ФАНГ, ЕНГ МУ КВОН, БЕННИ ЛАЙ, ДЕН ЮЕ В БОЕВИКЕ «ЛОРД ДРАКОН» (12+) 16.35 ДЖЕКИ ЧАН, САММО ХУНГ КАМ-БО, ЭМИЛИ ЧУ В БОЕВИКЕ «СЕРДЦЕ ДРАКОНА» (12+) 18.35 Х/Ф «ДРАКОНЫ НАВСЕГДА» (12+) 20.25 Х/Ф «ПОБЕДИТЕЛИ И ГРЕШНИКИ» (12+) 22.30 КВН НА БИС (16+) 23.00 КВН. БЕНЕФИС (16+) 23.30 КВН НА БИС (16+) 00.30 КВАРТИРНИК У МАРГУЛИСА (16+) 01.30 +100500 (16+) 02.30 ТРЮКАЧИ (16+): [996, 1696, 1156, 1994]
program-list: 6.00 МУЛЬТФИЛЬМЫ 10.00 ДЖЕЙМС БЕЛУШИ, КЕЛЛИ ЛИНЧ, АЛИСАН ПОРТЕР, ДЖОН ГЕТЦ, ФРЕД ДАЛТОН ТОМПСОН, КАМЕРОН ТОРП, БРЕНСКОМБ РИЧМОНД В КОМЕДИИ ДЖОНА ХЬЮЗА «КУДРЯШКА СЬЮ» 12.00 ДНЕВНИК ЭКСТРАСЕНСА С ФАТИМОЙ ХАДУЕВОЙ (12+) 23.00 Т/С «ВИКИНГИ» (16+) 01.45 13 ЗНАКОВ ЗОДИАКА: «ЛЕВ» (12+) 02.45 13 ЗНАКОВ ЗОДИАКА: «ДЕВА» (12+) 03.45 13 ЗНАКОВ ЗОДИАКА: «ВЕСЫ» (12+) 04.45 13 ЗНАКОВ ЗОДИАКА: «8 ВЫПУСК. СКОРПИОН» (12+): [820, 728, 983, 963]
schedule-column: [111, 272, 287, 1235]
schedule-column: [463, 1290, 638, 2271]
channel-header-rossiyak: РОССИЯ К: [644, 272, 808, 300]
day-title: Вторник: [678, 1240, 800, 1272]
